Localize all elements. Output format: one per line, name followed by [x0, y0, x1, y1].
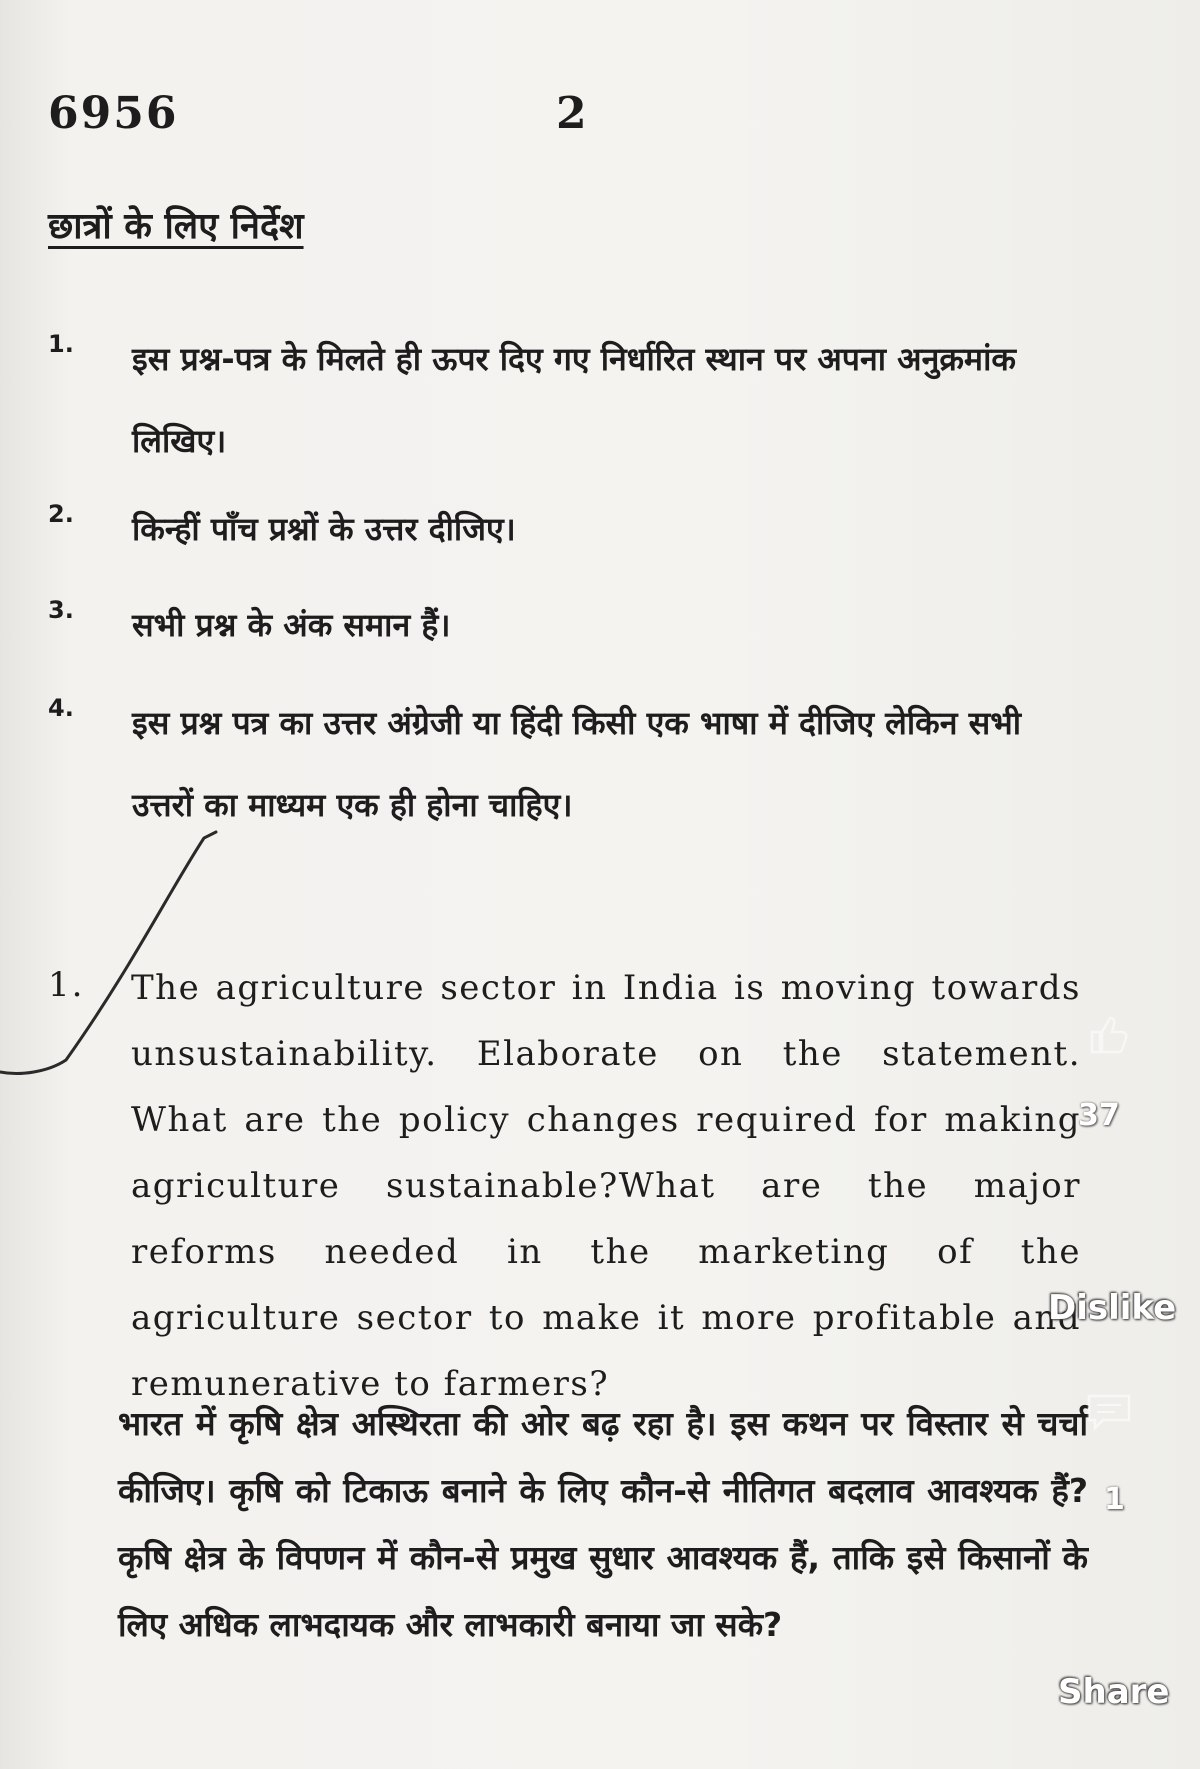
page-index: 2 — [556, 88, 587, 139]
instruction-number: 4. — [48, 694, 74, 722]
instruction-number: 1. — [48, 330, 74, 358]
dislike-button[interactable]: Dislike — [1048, 1288, 1177, 1328]
question-number: 1. — [48, 965, 85, 1005]
question-hindi-text: भारत में कृषि क्षेत्र अस्थिरता की ओर बढ़ रहा है। इस कथन पर विस्तार से चर्चा कीजिए। कृषि को टिकाऊ बनाने के लिए कौन-से नीतिगत बदलाव आवश्यक हैं? कृषि क्षेत्र के विपणन में कौन-से प्रमुख सुधार आवश्यक हैं, ताकि इसे किसानों के लिए अधिक लाभदायक और लाभकारी बनाया जा सके? — [118, 1404, 1088, 1644]
instruction-text: इस प्रश्न पत्र का उत्तर अंग्रेजी या हिंदी किसी एक भाषा में दीजिए लेकिन सभी उत्तरों का माध्यम एक ही होना चाहिए। — [132, 704, 1022, 824]
comments-count: 1 — [1104, 1482, 1125, 1517]
thumbs-up-icon[interactable] — [1084, 1010, 1132, 1058]
paper-code: 6956 — [48, 88, 179, 139]
likes-count: 37 — [1078, 1098, 1120, 1133]
instruction-number: 2. — [48, 500, 74, 528]
instruction-text: किन्हीं पाँच प्रश्नों के उत्तर दीजिए। — [132, 510, 516, 548]
instruction-text: इस प्रश्न-पत्र के मिलते ही ऊपर दिए गए निर्धारित स्थान पर अपना अनुक्रमांक लिखिए। — [132, 340, 1016, 460]
instructions-heading: छात्रों के लिए निर्देश — [48, 206, 304, 247]
question-english-text: The agriculture sector in India is moving towards unsustainability. Elaborate on the statement. What are the policy changes required for making agriculture sustainable?What are the major reforms needed in the marketing of the agriculture sector to make it more profitable and remunerative to farmers? — [131, 968, 1081, 1404]
comment-icon[interactable] — [1085, 1392, 1133, 1432]
instruction-number: 3. — [48, 596, 74, 624]
share-button[interactable]: Share — [1058, 1672, 1170, 1712]
instruction-text: सभी प्रश्न के अंक समान हैं। — [132, 606, 451, 644]
